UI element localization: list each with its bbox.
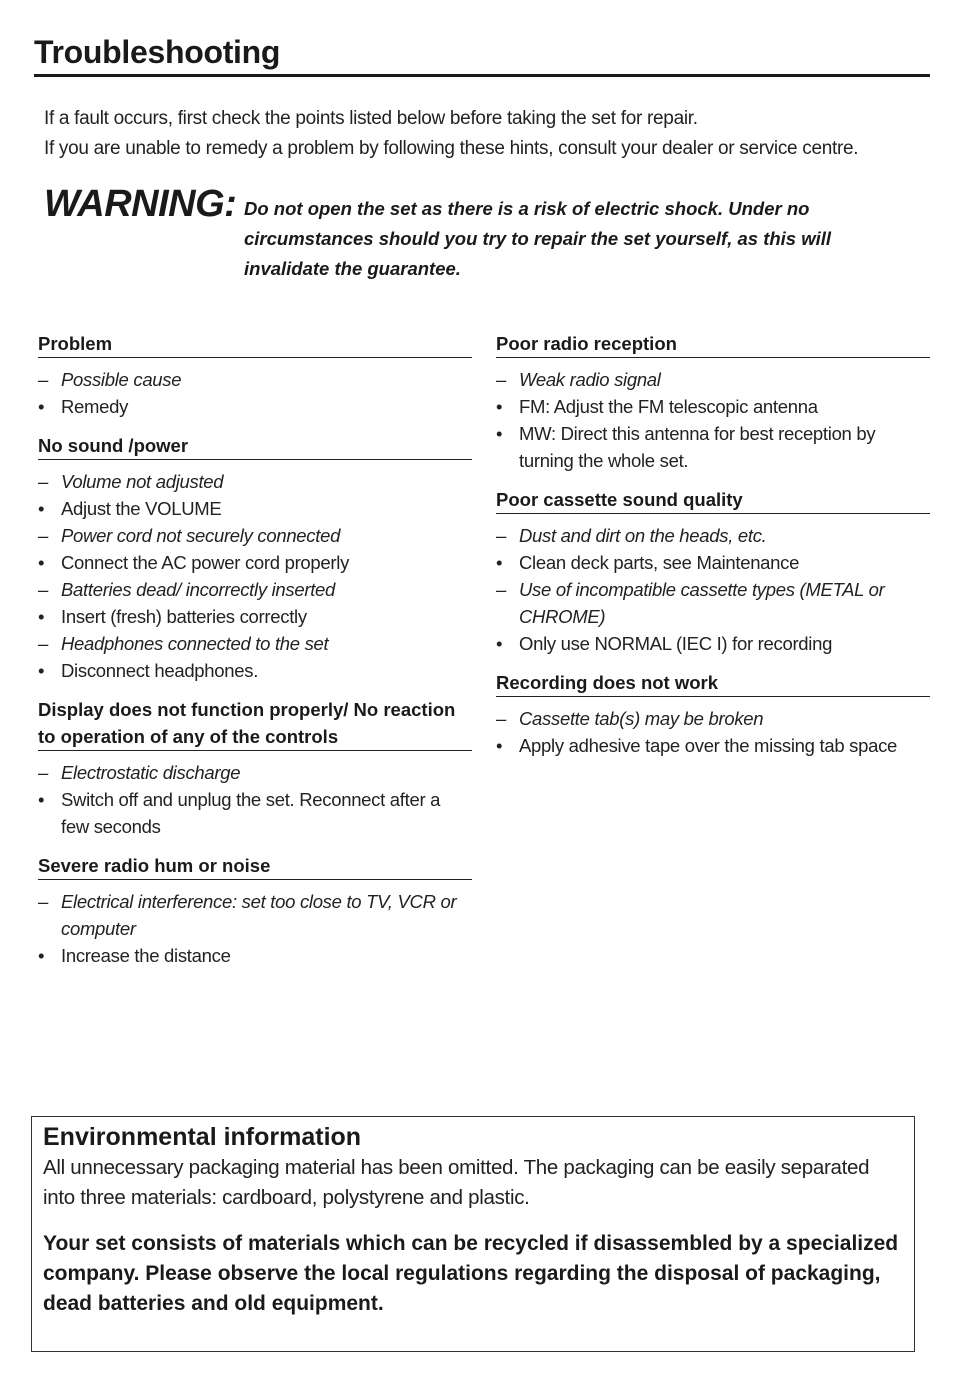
troubleshooting-section: [496, 486, 930, 657]
item-text: Increase the distance: [61, 945, 231, 966]
dash-marker: –: [38, 579, 48, 600]
item-text: Power cord not securely connected: [61, 525, 341, 546]
troubleshooting-section: [38, 330, 472, 420]
item-text: FM: Adjust the FM telescopic antenna: [519, 396, 818, 417]
troubleshooting-section: [496, 330, 930, 474]
remedy: [496, 393, 930, 420]
item-text: Insert (fresh) batteries correctly: [61, 606, 307, 627]
item-text: Electrostatic discharge: [61, 762, 241, 783]
section-heading: Severe radio hum or noise: [38, 852, 472, 880]
remedy: [496, 630, 930, 657]
bullet-marker: •: [38, 606, 45, 627]
item-text: MW: Direct this antenna for best reception by turning the whole set.: [519, 423, 876, 471]
remedy: [38, 603, 472, 630]
remedy: [38, 549, 472, 576]
bullet-marker: •: [38, 396, 45, 417]
remedy: [38, 495, 472, 522]
bullet-marker: •: [38, 789, 45, 810]
remedy: [38, 393, 472, 420]
dash-marker: –: [38, 525, 48, 546]
intro-line-1: If a fault occurs, first check the points listed below before taking the set for repair.: [44, 108, 698, 129]
dash-marker: –: [38, 471, 48, 492]
dash-marker: –: [496, 525, 506, 546]
troubleshooting-section: [38, 432, 472, 684]
item-text: Use of incompatible cassette types (METAL or CHROME): [519, 579, 885, 627]
bullet-marker: •: [496, 633, 503, 654]
item-text: Possible cause: [61, 369, 182, 390]
section-heading: Recording does not work: [496, 669, 930, 697]
dash-marker: –: [38, 633, 48, 654]
item-text: Clean deck parts, see Maintenance: [519, 552, 800, 573]
bullet-marker: •: [38, 660, 45, 681]
remedy: [38, 657, 472, 684]
bullet-marker: •: [38, 498, 45, 519]
dash-marker: –: [496, 708, 506, 729]
item-text: Weak radio signal: [519, 369, 661, 390]
possible-cause: [38, 366, 472, 393]
dash-marker: –: [496, 579, 506, 600]
troubleshooting-section: [496, 669, 930, 759]
possible-cause: [496, 366, 930, 393]
item-text: Dust and dirt on the heads, etc.: [519, 525, 767, 546]
possible-cause: [38, 468, 472, 495]
possible-cause: [496, 705, 930, 732]
warning-label: WARNING:: [44, 183, 237, 225]
bullet-marker: •: [38, 552, 45, 573]
section-heading: No sound /power: [38, 432, 472, 460]
possible-cause: [38, 759, 472, 786]
section-heading: Problem: [38, 330, 472, 358]
dash-marker: –: [38, 891, 48, 912]
possible-cause: [38, 522, 472, 549]
warning-text: Do not open the set as there is a risk of electric shock. Under no circumstances should you try to repair the set yourself, as this will invalidate the guarantee.: [244, 198, 832, 279]
dash-marker: –: [38, 762, 48, 783]
dash-marker: –: [38, 369, 48, 390]
item-text: Batteries dead/ incorrectly inserted: [61, 579, 336, 600]
section-heading: Display does not function properly/ No reaction to operation of any of the controls: [38, 696, 472, 751]
item-text: Remedy: [61, 396, 129, 417]
intro-line-2: If you are unable to remedy a problem by following these hints, consult your dealer or service centre.: [44, 138, 859, 159]
possible-cause: [496, 576, 930, 630]
environmental-info-box: [31, 1116, 915, 1352]
section-heading: Poor cassette sound quality: [496, 486, 930, 514]
right-column: [496, 330, 930, 771]
remedy: [496, 420, 930, 474]
item-text: Headphones connected to the set: [61, 633, 329, 654]
item-text: Electrical interference: set too close to TV, VCR or computer: [61, 891, 457, 939]
remedy: [38, 942, 472, 969]
item-text: Disconnect headphones.: [61, 660, 259, 681]
left-column: [38, 330, 472, 981]
item-text: Cassette tab(s) may be broken: [519, 708, 764, 729]
bullet-marker: •: [496, 396, 503, 417]
troubleshooting-section: [38, 696, 472, 840]
bullet-marker: •: [496, 552, 503, 573]
environmental-info-title: Environmental information: [43, 1123, 362, 1151]
remedy: [496, 732, 930, 759]
item-text: Adjust the VOLUME: [61, 498, 222, 519]
item-text: Switch off and unplug the set. Reconnect after a few seconds: [61, 789, 441, 837]
bullet-marker: •: [496, 735, 503, 756]
intro: [44, 104, 924, 164]
item-text: Only use NORMAL (IEC I) for recording: [519, 633, 833, 654]
remedy: [496, 549, 930, 576]
possible-cause: [38, 630, 472, 657]
troubleshooting-section: [38, 852, 472, 969]
item-text: Volume not adjusted: [61, 471, 224, 492]
possible-cause: [38, 576, 472, 603]
environmental-info-body: All unnecessary packaging material has been omitted. The packaging can be easily separated into three materials: cardboard, polystyrene and plastic.: [43, 1156, 870, 1209]
section-heading: Poor radio reception: [496, 330, 930, 358]
possible-cause: [496, 522, 930, 549]
bullet-marker: •: [496, 423, 503, 444]
page-title: Troubleshooting: [34, 30, 930, 77]
dash-marker: –: [496, 369, 506, 390]
item-text: Apply adhesive tape over the missing tab space: [519, 735, 898, 756]
item-text: Connect the AC power cord properly: [61, 552, 350, 573]
environmental-info-notice: Your set consists of materials which can be recycled if disassembled by a specialized company. Please observe the local regulations regarding the disposal of packaging, dead batteries and old equipment.: [43, 1232, 899, 1315]
bullet-marker: •: [38, 945, 45, 966]
possible-cause: [38, 888, 472, 942]
remedy: [38, 786, 472, 840]
